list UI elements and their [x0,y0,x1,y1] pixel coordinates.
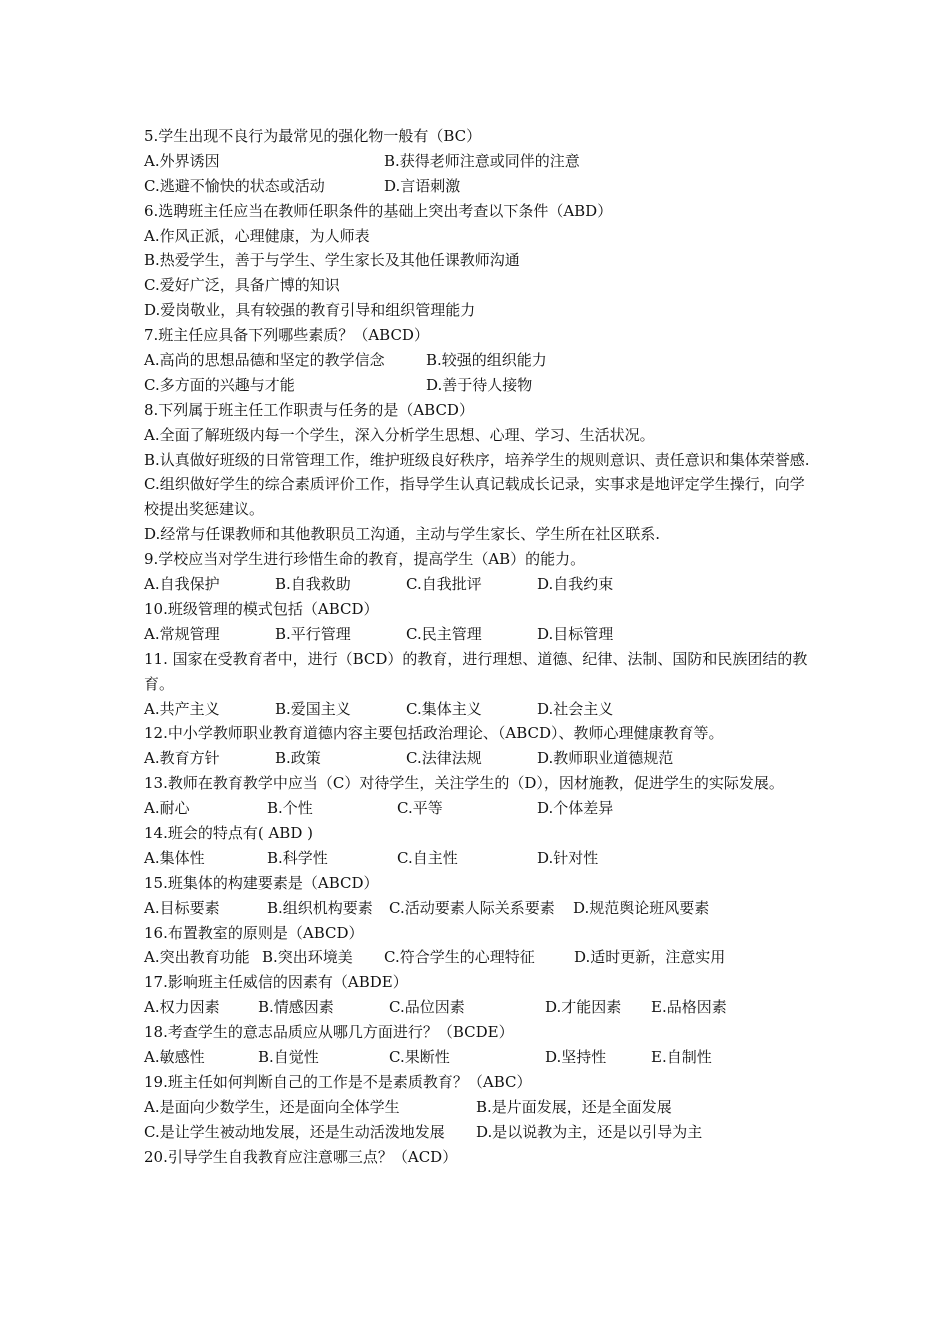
option-a: A.目标要素 [144,898,220,917]
option-d: D.社会主义 [537,699,614,718]
option-a: A.是面向少数学生，还是面向全体学生 [144,1097,400,1116]
question-17: 17.影响班主任威信的因素有（ABDE） [144,973,408,992]
option-a: A.常规管理 [144,624,220,643]
option-a: A.耐心 [144,799,190,818]
option-d: D.自我约束 [537,575,614,594]
option-a: A.共产主义 [144,699,220,718]
question-19: 19.班主任如何判断自己的工作是不是素质教育？（ABC） [144,1072,532,1091]
options-row [144,373,812,398]
question-11: 11. 国家在受教育者中，进行（BCD）的教育，进行理想、道德、纪律、法制、国防和民族团结的教育。 [144,649,808,693]
question-6: 6.选聘班主任应当在教师任职条件的基础上突出考查以下条件（ABD） [144,201,613,220]
option-b: B.情感因素 [258,998,334,1017]
option-a: A.突出教育功能 [144,948,250,967]
option-a: A.自我保护 [144,575,220,594]
options-row [144,572,812,597]
options-row [144,796,812,821]
option-c: C.民主管理 [406,624,482,643]
option-b: B.组织机构要素 [267,898,373,917]
option-b: B.突出环境美 [262,948,353,967]
option-c: C.果断性 [389,1048,450,1067]
options-row [144,896,812,921]
options-row [144,1120,812,1145]
question-8: 8.下列属于班主任工作职责与任务的是（ABCD） [144,400,474,419]
question-7: 7.班主任应具备下列哪些素质？（ABCD） [144,326,429,345]
option-c: C.爱好广泛，具备广博的知识 [144,276,340,295]
option-d: D.个体差异 [537,799,614,818]
option-b: B.是片面发展，还是全面发展 [476,1097,672,1116]
options-row [144,846,812,871]
option-a: A.高尚的思想品德和坚定的教学信念 [144,351,385,370]
option-a: A.外界诱因 [144,151,220,170]
question-14: 14.班会的特点有( ABD ) [144,824,313,843]
question-20: 20.引导学生自我教育应注意哪三点？（ACD） [144,1147,458,1166]
option-b: B.自我救助 [275,575,351,594]
options-row [144,149,812,174]
options-row [144,746,812,771]
option-c: C.集体主义 [406,699,482,718]
option-c: C.符合学生的心理特征 [384,948,535,967]
options-row [144,174,812,199]
question-12: 12.中小学教师职业教育道德内容主要包括政治理论、（ABCD）、教师心理健康教育等。 [144,724,724,743]
option-d: D.善于待人接物 [426,375,533,394]
options-row [144,622,812,647]
option-d: D.经常与任课教师和其他教职员工沟通，主动与学生家长、学生所在社区联系. [144,525,661,544]
option-b: B.平行管理 [275,624,351,643]
option-d: D.爱岗敬业，具有较强的教育引导和组织管理能力 [144,301,476,320]
option-a: A.集体性 [144,848,205,867]
option-d: D.教师职业道德规范 [537,749,674,768]
option-a: A.教育方针 [144,749,220,768]
option-c: C.多方面的兴趣与才能 [144,375,295,394]
option-d: D.规范舆论班风要素 [573,898,710,917]
option-a: A.作风正派，心理健康，为人师表 [144,226,370,245]
option-e: E.品格因素 [651,998,727,1017]
option-c: C.品位因素 [389,998,465,1017]
option-b: B.较强的组织能力 [426,351,547,370]
option-d: D.适时更新，注意实用 [574,948,726,967]
question-5: 5.学生出现不良行为最常见的强化物一般有（BC） [144,127,482,145]
options-row [144,1045,812,1070]
option-b: B.科学性 [267,848,328,867]
option-b: B.爱国主义 [275,699,351,718]
option-d: D.言语刺激 [384,176,461,195]
option-a: A.权力因素 [144,998,220,1017]
option-c: C.自我批评 [406,575,482,594]
options-row [144,995,812,1020]
option-b: B.自觉性 [258,1048,319,1067]
option-c: C.是让学生被动地发展，还是生动活泼地发展 [144,1122,445,1141]
question-9: 9.学校应当对学生进行珍惜生命的教育，提高学生（AB）的能力。 [144,550,586,569]
question-16: 16.布置教室的原则是（ABCD） [144,923,364,942]
question-13: 13.教师在教育教学中应当（C）对待学生，关注学生的（D），因材施教，促进学生的实际发展。 [144,774,784,793]
question-18: 18.考查学生的意志品质应从哪几方面进行？（BCDE） [144,1023,514,1042]
option-c: C.法律法规 [406,749,482,768]
options-row [144,945,812,970]
option-b: B.热爱学生，善于与学生、学生家长及其他任课教师沟通 [144,251,520,270]
option-b: B.获得老师注意或同伴的注意 [384,151,580,170]
option-a: A.敏感性 [144,1048,205,1067]
option-c: C.逃避不愉快的状态或活动 [144,176,325,195]
options-row [144,348,812,373]
question-10: 10.班级管理的模式包括（ABCD） [144,599,379,618]
option-b: B.个性 [267,799,313,818]
option-c: C.组织做好学生的综合素质评价工作，指导学生认真记载成长记录，实事求是地评定学生操行，向学校提出奖惩建议。 [144,475,805,519]
option-d: D.针对性 [537,848,599,867]
option-c: C.活动要素人际关系要素 [389,898,555,917]
option-b: B.认真做好班级的日常管理工作，维护班级良好秩序，培养学生的规则意识、责任意识和集体荣誉感. [144,450,810,469]
option-d: D.坚持性 [545,1048,607,1067]
option-c: C.自主性 [397,848,458,867]
question-15: 15.班集体的构建要素是（ABCD） [144,873,379,892]
option-d: D.目标管理 [537,624,614,643]
option-d: D.才能因素 [545,998,622,1017]
option-a: A.全面了解班级内每一个学生，深入分析学生思想、心理、学习、生活状况。 [144,425,655,444]
options-row [144,1095,812,1120]
option-c: C.平等 [397,799,443,818]
options-row [144,697,812,722]
question-list [144,124,812,1170]
option-b: B.政策 [275,749,321,768]
option-e: E.自制性 [651,1048,712,1067]
option-d: D.是以说教为主，还是以引导为主 [476,1122,703,1141]
